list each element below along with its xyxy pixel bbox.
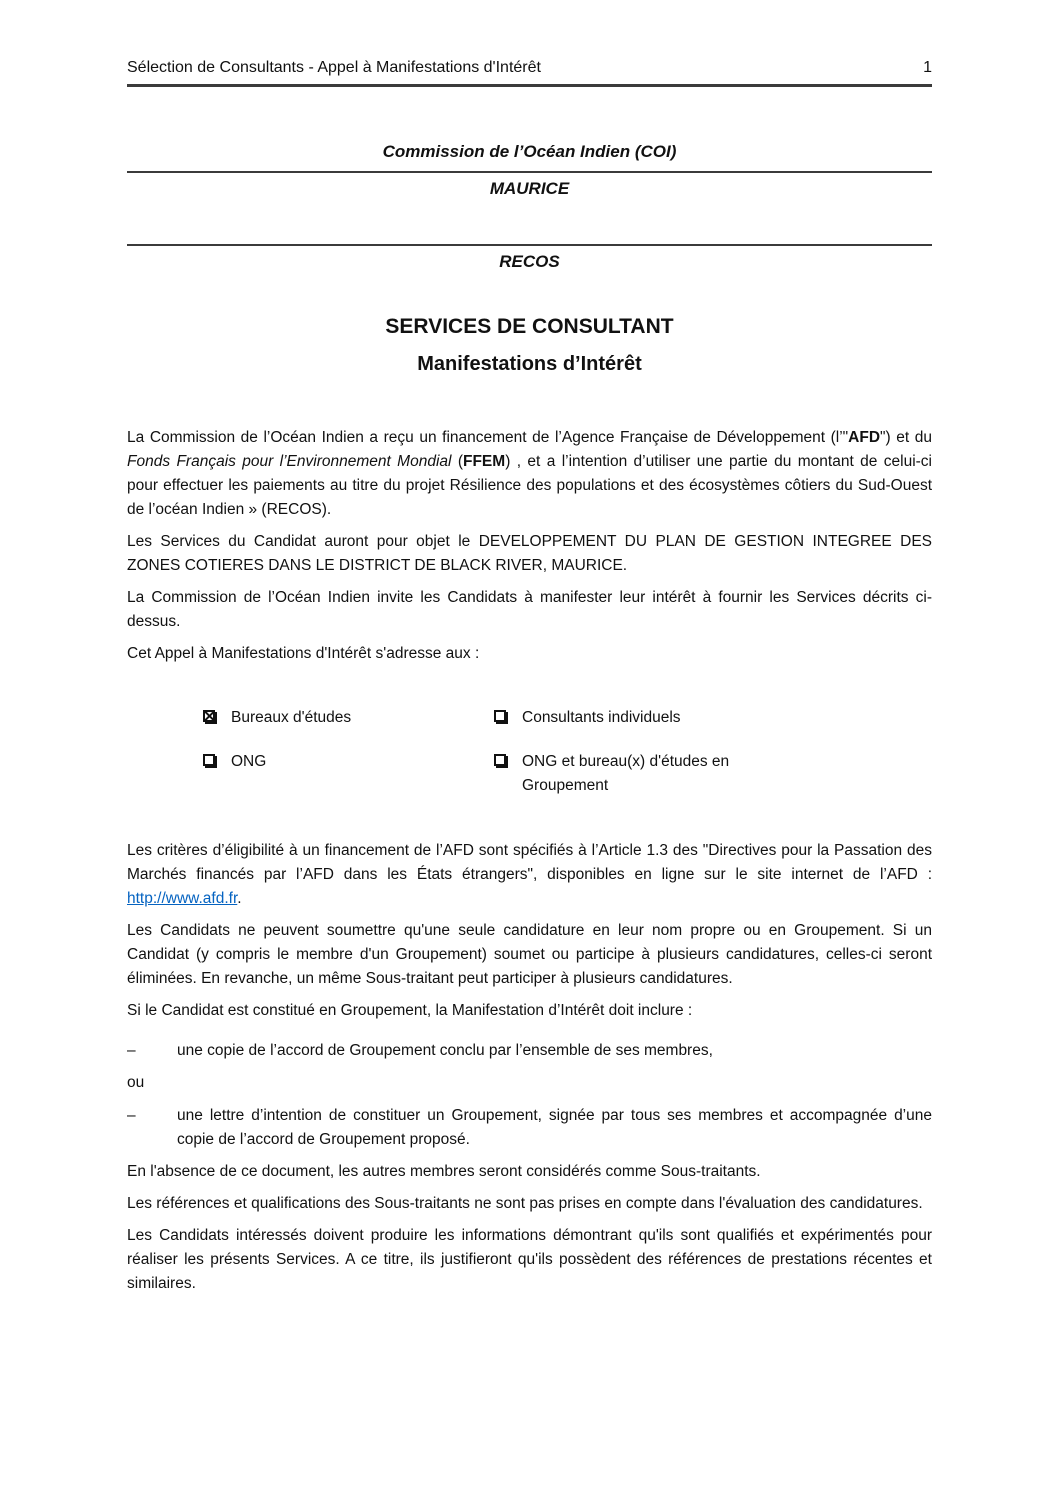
list-item-text: une lettre d’intention de constituer un Groupement, signée par tous ses membres et accompagnée d’une copie de l’accord de Groupement proposé. <box>177 1107 932 1148</box>
list-item-text: une copie de l’accord de Groupement conclu par l’ensemble de ses membres, <box>177 1042 713 1059</box>
paragraph-groupement-requirements: Si le Candidat est constitué en Groupement, la Manifestation d’Intérêt doit inclure : <box>127 1002 693 1019</box>
option-ong-groupement <box>494 750 932 798</box>
text-run: ) , et a l’intention d’utiliser une partie du montant de celui-ci pour effectuer les paiements au titre du projet Résilience des populations et des écosystèmes côtiers du Sud-Ouest de l’océan Indien » (RECOS). <box>127 453 933 518</box>
document-title: SERVICES DE CONSULTANT <box>385 315 674 338</box>
paragraph-single-application: Les Candidats ne peuvent soumettre qu'une seule candidature en leur nom propre ou en Groupement. Si un Candidat (y compris le membre d'un Groupement) soumet ou participe à plusieurs candidatures, celles-ci seront éliminées. En revanche, un même Sous-traitant peut participer à plusieurs candidatures. <box>127 922 932 987</box>
paragraph-qualifications: Les Candidats intéressés doivent produire les informations démontrant qu'ils sont qualifiés et expérimentés pour réaliser les présents Services. A ce titre, ils justifieront qu'ils possèdent des références de prestations récentes et similaires. <box>127 1227 932 1292</box>
letterhead-organization: Commission de l’Océan Indien (COI) <box>382 142 677 161</box>
header-title: Sélection de Consultants - Appel à Manifestations d'Intérêt <box>127 59 541 76</box>
text-run: . <box>237 890 242 907</box>
checkbox-unchecked-icon <box>203 754 215 766</box>
dash-bullet: – <box>127 1107 136 1124</box>
checkbox-unchecked-icon <box>494 754 506 766</box>
paragraph-funding <box>127 426 932 522</box>
text-run: Les critères d’éligibilité à un financement de l’AFD sont spécifiés à l’Article 1.3 des "Directives pour la Passation des Marchés financés par l’AFD dans les États étrangers", disponibles en ligne sur le site internet de l’AFD : <box>127 842 932 883</box>
running-header <box>127 58 932 87</box>
document-subtitle: Manifestations d’Intérêt <box>417 353 642 375</box>
list-connector-ou: ou <box>127 1074 145 1091</box>
option-label: ONG <box>231 753 267 770</box>
letterhead-project: RECOS <box>499 252 560 271</box>
paragraph-sous-traitants: Les références et qualifications des Sous-traitants ne sont pas prises en compte dans l'évaluation des candidatures. <box>127 1195 923 1212</box>
paragraph-services-object: Les Services du Candidat auront pour objet le DEVELOPPEMENT DU PLAN DE GESTION INTEGREE DES ZONES COTIERES DANS LE DISTRICT DE BLACK RIVER, MAURICE. <box>127 533 932 574</box>
page-number: 1 <box>923 59 932 76</box>
option-ong <box>203 750 494 798</box>
dash-bullet: – <box>127 1042 136 1059</box>
document-body <box>127 426 932 1296</box>
option-label: ONG et bureau(x) d'études en Groupement <box>522 753 730 794</box>
text-run: ( <box>451 453 463 470</box>
text-run-italic-ffem-name: Fonds Français pour l’Environnement Mondial <box>127 453 452 470</box>
option-bureaux-etudes <box>203 706 494 730</box>
list-item-accord-copy <box>127 1039 932 1063</box>
text-run-bold-ffem: FFEM <box>463 453 506 470</box>
list-item-lettre-intention <box>127 1104 932 1152</box>
afd-website-link[interactable]: http://www.afd.fr <box>127 890 238 907</box>
checkbox-unchecked-icon <box>494 710 506 722</box>
option-label: Bureaux d'études <box>231 709 352 726</box>
option-consultants-individuels <box>494 706 932 730</box>
paragraph-absence-document: En l'absence de ce document, les autres membres seront considérés comme Sous-traitants. <box>127 1163 761 1180</box>
paragraph-addressed-to: Cet Appel à Manifestations d'Intérêt s'adresse aux : <box>127 645 480 662</box>
option-label: Consultants individuels <box>522 709 681 726</box>
letterhead-divider-bottom <box>127 244 932 246</box>
letterhead-divider-top <box>127 171 932 173</box>
paragraph-invitation: La Commission de l’Océan Indien invite les Candidats à manifester leur intérêt à fournir les Services décrits ci-dessus. <box>127 589 932 630</box>
candidate-type-options <box>203 706 932 798</box>
checkbox-checked-icon <box>203 710 215 722</box>
text-run-bold-afd: AFD <box>848 429 881 446</box>
text-run: ") et du <box>880 429 932 446</box>
text-run: La Commission de l’Océan Indien a reçu un financement de l’Agence Française de Développement (l’" <box>127 429 849 446</box>
paragraph-eligibility <box>127 839 932 911</box>
letterhead-country: MAURICE <box>489 179 570 198</box>
